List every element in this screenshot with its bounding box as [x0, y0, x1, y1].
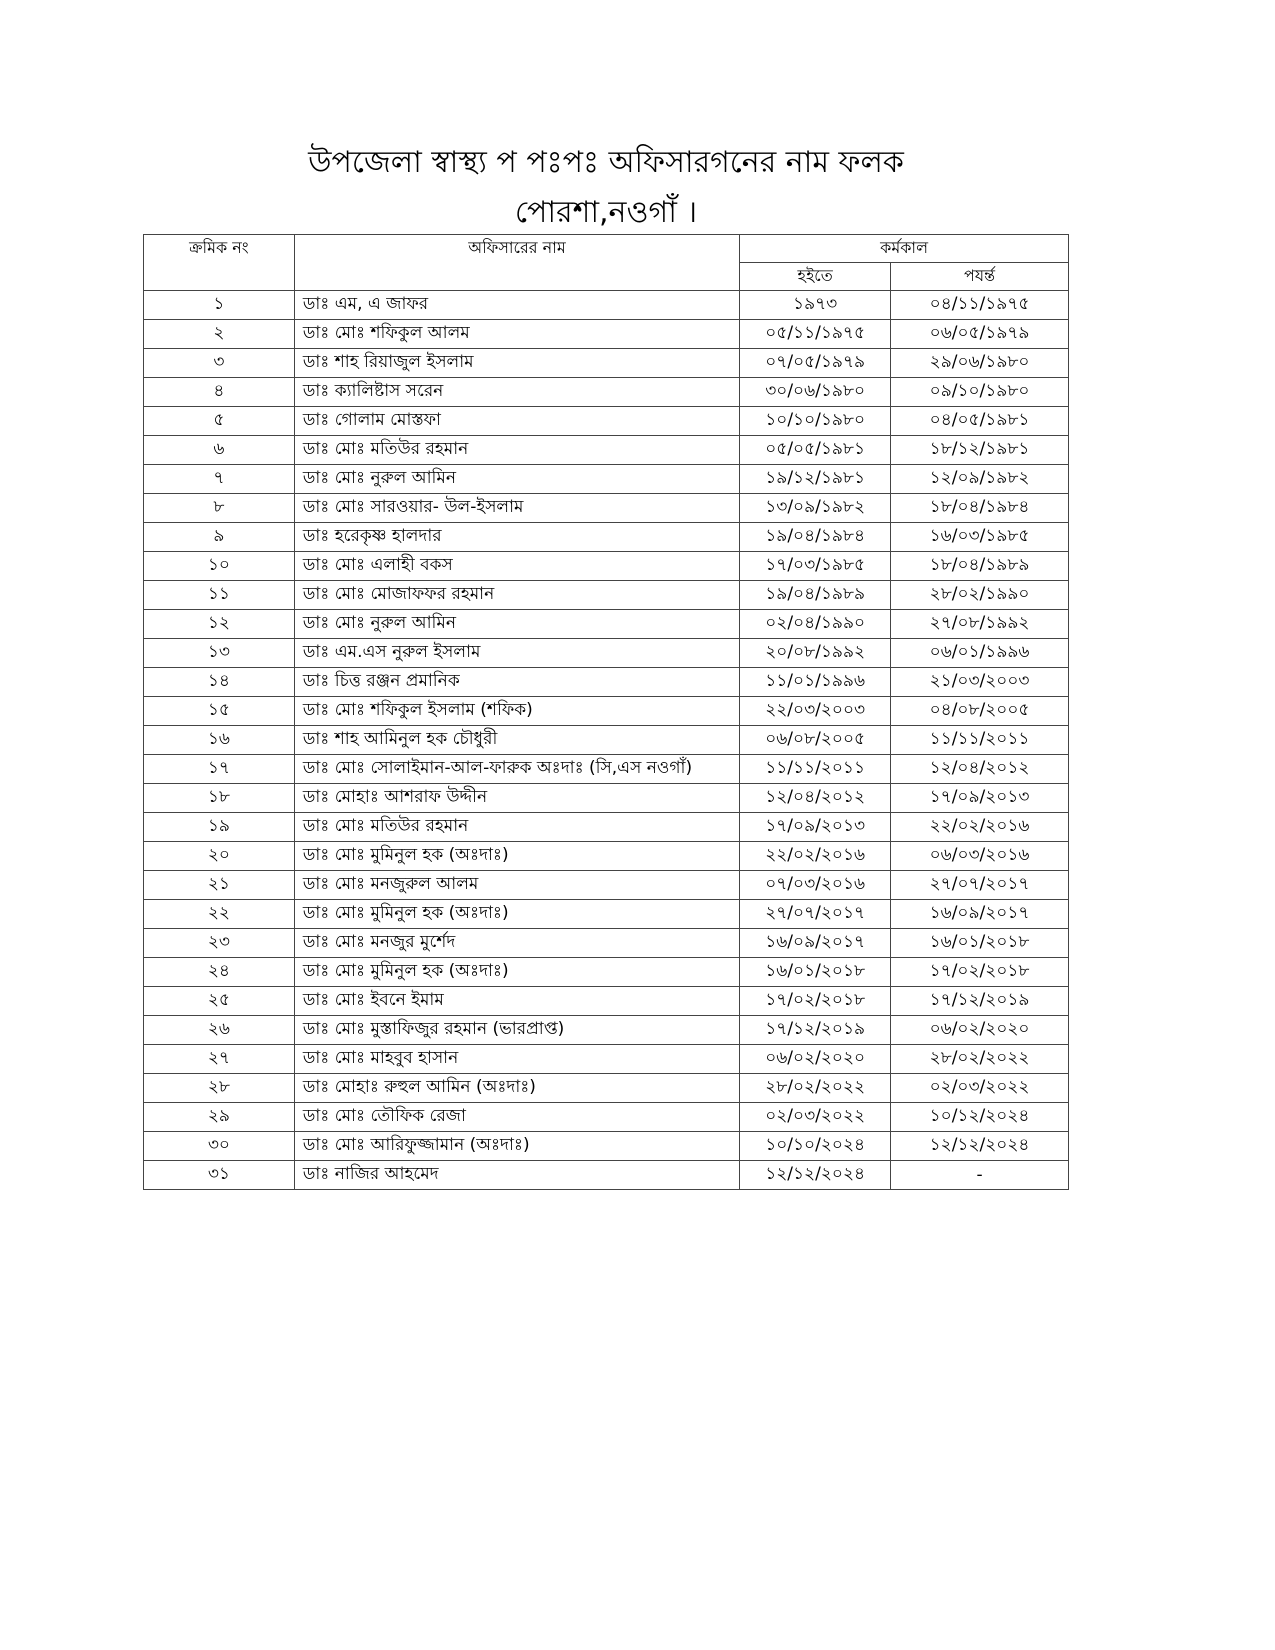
- officer-name-cell: ডাঃ মোঃ সোলাইমান-আল-ফারুক অঃদাঃ (সি,এস নওগাঁ): [294, 755, 739, 784]
- officer-name-cell: ডাঃ মোঃ মুস্তাফিজুর রহমান (ভারপ্রাপ্ত): [294, 1016, 739, 1045]
- serial-cell: ৪: [144, 378, 295, 407]
- serial-cell: ২৩: [144, 929, 295, 958]
- table-row: [144, 929, 1069, 958]
- to-date-cell: ০২/০৩/২০২২: [891, 1074, 1069, 1103]
- officer-name-cell: ডাঃ মোঃ মুমিনুল হক (অঃদাঃ): [294, 842, 739, 871]
- serial-cell: ৩: [144, 349, 295, 378]
- table-row: [144, 1016, 1069, 1045]
- table-row: [144, 1074, 1069, 1103]
- officer-name-cell: ডাঃ এম, এ জাফর: [294, 291, 739, 320]
- serial-cell: ২৪: [144, 958, 295, 987]
- officer-name-cell: ডাঃ মোঃ আরিফুজ্জামান (অঃদাঃ): [294, 1132, 739, 1161]
- header-name: অফিসারের নাম: [294, 235, 739, 291]
- officer-name-cell: ডাঃ মোঃ মতিউর রহমান: [294, 436, 739, 465]
- from-date-cell: ১৭/১২/২০১৯: [740, 1016, 891, 1045]
- serial-cell: ১৭: [144, 755, 295, 784]
- officer-name-cell: ডাঃ মোঃ মতিউর রহমান: [294, 813, 739, 842]
- to-date-cell: ১২/১২/২০২৪: [891, 1132, 1069, 1161]
- serial-cell: ৮: [144, 494, 295, 523]
- officer-name-cell: ডাঃ মোঃ সারওয়ার- উল-ইসলাম: [294, 494, 739, 523]
- to-date-cell: ০৬/০১/১৯৯৬: [891, 639, 1069, 668]
- from-date-cell: ২৭/০৭/২০১৭: [740, 900, 891, 929]
- officer-name-cell: ডাঃ মোঃ নুরুল আমিন: [294, 610, 739, 639]
- table-row: [144, 755, 1069, 784]
- to-date-cell: ১৭/১২/২০১৯: [891, 987, 1069, 1016]
- to-date-cell: ১৭/০৯/২০১৩: [891, 784, 1069, 813]
- from-date-cell: ১৬/০১/২০১৮: [740, 958, 891, 987]
- from-date-cell: ০৫/১১/১৯৭৫: [740, 320, 891, 349]
- from-date-cell: ০৭/০৩/২০১৬: [740, 871, 891, 900]
- table-row: [144, 581, 1069, 610]
- serial-cell: ১২: [144, 610, 295, 639]
- from-date-cell: ১২/১২/২০২৪: [740, 1161, 891, 1190]
- to-date-cell: ১৮/০৪/১৯৮৪: [891, 494, 1069, 523]
- to-date-cell: ১৮/১২/১৯৮১: [891, 436, 1069, 465]
- table-row: [144, 436, 1069, 465]
- officer-name-cell: ডাঃ মোঃ শফিকুল আলম: [294, 320, 739, 349]
- table-row: [144, 987, 1069, 1016]
- table-row: [144, 552, 1069, 581]
- table-row: [144, 494, 1069, 523]
- officer-name-cell: ডাঃ মোঃ তৌফিক রেজা: [294, 1103, 739, 1132]
- serial-cell: ২০: [144, 842, 295, 871]
- table-row: [144, 958, 1069, 987]
- to-date-cell: ২৮/০২/১৯৯০: [891, 581, 1069, 610]
- table-row: [144, 1132, 1069, 1161]
- serial-cell: ৩০: [144, 1132, 295, 1161]
- table-row: [144, 465, 1069, 494]
- table-row: [144, 1161, 1069, 1190]
- from-date-cell: ২৮/০২/২০২২: [740, 1074, 891, 1103]
- to-date-cell: ১৬/০১/২০১৮: [891, 929, 1069, 958]
- header-tenure: কর্মকাল: [740, 235, 1069, 263]
- officers-table: [143, 234, 1069, 1190]
- from-date-cell: ০৫/০৫/১৯৮১: [740, 436, 891, 465]
- to-date-cell: ১১/১১/২০১১: [891, 726, 1069, 755]
- officer-name-cell: ডাঃ ক্যালিষ্টাস সরেন: [294, 378, 739, 407]
- serial-cell: ২১: [144, 871, 295, 900]
- serial-cell: ২৭: [144, 1045, 295, 1074]
- to-date-cell: ০৯/১০/১৯৮০: [891, 378, 1069, 407]
- from-date-cell: ০৬/০৮/২০০৫: [740, 726, 891, 755]
- serial-cell: ২৬: [144, 1016, 295, 1045]
- table-row: [144, 610, 1069, 639]
- from-date-cell: ১০/১০/১৯৮০: [740, 407, 891, 436]
- officer-name-cell: ডাঃ মোঃ মোজাফফর রহমান: [294, 581, 739, 610]
- officer-name-cell: ডাঃ মোঃ মুমিনুল হক (অঃদাঃ): [294, 958, 739, 987]
- serial-cell: ২২: [144, 900, 295, 929]
- serial-cell: ১৫: [144, 697, 295, 726]
- from-date-cell: ১২/০৪/২০১২: [740, 784, 891, 813]
- document-title: উপজেলা স্বাস্থ্য প পঃপঃ অফিসারগনের নাম ফলক: [308, 145, 904, 180]
- officer-name-cell: ডাঃ হরেকৃষ্ণ হালদার: [294, 523, 739, 552]
- officer-name-cell: ডাঃ মোঃ মনজুরুল আলম: [294, 871, 739, 900]
- serial-cell: ১৩: [144, 639, 295, 668]
- from-date-cell: ১৬/০৯/২০১৭: [740, 929, 891, 958]
- serial-cell: ১৪: [144, 668, 295, 697]
- officer-name-cell: ডাঃ মোঃ শফিকুল ইসলাম (শফিক): [294, 697, 739, 726]
- from-date-cell: ০৭/০৫/১৯৭৯: [740, 349, 891, 378]
- table-row: [144, 1103, 1069, 1132]
- from-date-cell: ২২/০৩/২০০৩: [740, 697, 891, 726]
- serial-cell: ৭: [144, 465, 295, 494]
- officer-name-cell: ডাঃ মোঃ নুরুল আমিন: [294, 465, 739, 494]
- table-row: [144, 697, 1069, 726]
- serial-cell: ৫: [144, 407, 295, 436]
- from-date-cell: ১৭/০৩/১৯৮৫: [740, 552, 891, 581]
- from-date-cell: ১৯/১২/১৯৮১: [740, 465, 891, 494]
- officer-name-cell: ডাঃ শাহ রিয়াজুল ইসলাম: [294, 349, 739, 378]
- serial-cell: ১৮: [144, 784, 295, 813]
- table-row: [144, 523, 1069, 552]
- to-date-cell: ১২/০৪/২০১২: [891, 755, 1069, 784]
- officer-name-cell: ডাঃ মোহাঃ আশরাফ উদ্দীন: [294, 784, 739, 813]
- from-date-cell: ১৯/০৪/১৯৮৪: [740, 523, 891, 552]
- officer-name-cell: ডাঃ চিত্ত রঞ্জন প্রমানিক: [294, 668, 739, 697]
- table-row: [144, 407, 1069, 436]
- serial-cell: ৯: [144, 523, 295, 552]
- serial-cell: ১: [144, 291, 295, 320]
- from-date-cell: ০২/০৩/২০২২: [740, 1103, 891, 1132]
- to-date-cell: ২৮/০২/২০২২: [891, 1045, 1069, 1074]
- officer-name-cell: ডাঃ শাহ আমিনুল হক চৌধুরী: [294, 726, 739, 755]
- to-date-cell: ০৬/০৫/১৯৭৯: [891, 320, 1069, 349]
- table-row: [144, 668, 1069, 697]
- officer-name-cell: ডাঃ মোঃ মাহবুব হাসান: [294, 1045, 739, 1074]
- table-row: [144, 378, 1069, 407]
- serial-cell: ১১: [144, 581, 295, 610]
- to-date-cell: ০৪/১১/১৯৭৫: [891, 291, 1069, 320]
- header-to: পযর্ন্ত: [891, 263, 1069, 291]
- from-date-cell: ১৭/০২/২০১৮: [740, 987, 891, 1016]
- from-date-cell: ৩০/০৬/১৯৮০: [740, 378, 891, 407]
- officer-name-cell: ডাঃ নাজির আহমেদ: [294, 1161, 739, 1190]
- from-date-cell: ১১/০১/১৯৯৬: [740, 668, 891, 697]
- to-date-cell: -: [891, 1161, 1069, 1190]
- header-from: হইতে: [740, 263, 891, 291]
- to-date-cell: ০৬/০২/২০২০: [891, 1016, 1069, 1045]
- from-date-cell: ২২/০২/২০১৬: [740, 842, 891, 871]
- table-row: [144, 900, 1069, 929]
- officer-name-cell: ডাঃ মোহাঃ রুহুল আমিন (অঃদাঃ): [294, 1074, 739, 1103]
- header-serial: ক্রমিক নং: [144, 235, 295, 291]
- from-date-cell: ১০/১০/২০২৪: [740, 1132, 891, 1161]
- table-row: [144, 871, 1069, 900]
- to-date-cell: ২৭/০৮/১৯৯২: [891, 610, 1069, 639]
- table-row: [144, 639, 1069, 668]
- from-date-cell: ১৭/০৯/২০১৩: [740, 813, 891, 842]
- to-date-cell: ০৬/০৩/২০১৬: [891, 842, 1069, 871]
- officer-name-cell: ডাঃ এম.এস নুরুল ইসলাম: [294, 639, 739, 668]
- from-date-cell: ১৯/০৪/১৯৮৯: [740, 581, 891, 610]
- table-row: [144, 349, 1069, 378]
- table-row: [144, 1045, 1069, 1074]
- from-date-cell: ০২/০৪/১৯৯০: [740, 610, 891, 639]
- table-row: [144, 784, 1069, 813]
- officer-name-cell: ডাঃ মোঃ মনজুর মুর্শেদ: [294, 929, 739, 958]
- officer-name-cell: ডাঃ মোঃ মুমিনুল হক (অঃদাঃ): [294, 900, 739, 929]
- table-row: [144, 726, 1069, 755]
- officer-name-cell: ডাঃ গোলাম মোস্তফা: [294, 407, 739, 436]
- to-date-cell: ২২/০২/২০১৬: [891, 813, 1069, 842]
- officer-name-cell: ডাঃ মোঃ এলাহী বকস: [294, 552, 739, 581]
- serial-cell: ১৬: [144, 726, 295, 755]
- to-date-cell: ২৭/০৭/২০১৭: [891, 871, 1069, 900]
- to-date-cell: ১০/১২/২০২৪: [891, 1103, 1069, 1132]
- table-row: [144, 842, 1069, 871]
- to-date-cell: ০৪/০৫/১৯৮১: [891, 407, 1069, 436]
- to-date-cell: ২১/০৩/২০০৩: [891, 668, 1069, 697]
- serial-cell: ২৯: [144, 1103, 295, 1132]
- to-date-cell: ১৬/০৯/২০১৭: [891, 900, 1069, 929]
- from-date-cell: ১১/১১/২০১১: [740, 755, 891, 784]
- from-date-cell: ১৯৭৩: [740, 291, 891, 320]
- serial-cell: ২৫: [144, 987, 295, 1016]
- serial-cell: ৬: [144, 436, 295, 465]
- serial-cell: ৩১: [144, 1161, 295, 1190]
- document-subtitle: পোরশা,নওগাঁ ।: [514, 195, 698, 230]
- serial-cell: ২৮: [144, 1074, 295, 1103]
- serial-cell: ১০: [144, 552, 295, 581]
- table-row: [144, 320, 1069, 349]
- to-date-cell: ১২/০৯/১৯৮২: [891, 465, 1069, 494]
- to-date-cell: ১৬/০৩/১৯৮৫: [891, 523, 1069, 552]
- table-row: [144, 813, 1069, 842]
- to-date-cell: ১৭/০২/২০১৮: [891, 958, 1069, 987]
- officer-name-cell: ডাঃ মোঃ ইবনে ইমাম: [294, 987, 739, 1016]
- serial-cell: ১৯: [144, 813, 295, 842]
- table-row: [144, 291, 1069, 320]
- serial-cell: ২: [144, 320, 295, 349]
- from-date-cell: ০৬/০২/২০২০: [740, 1045, 891, 1074]
- to-date-cell: ২৯/০৬/১৯৮০: [891, 349, 1069, 378]
- to-date-cell: ০৪/০৮/২০০৫: [891, 697, 1069, 726]
- from-date-cell: ১৩/০৯/১৯৮২: [740, 494, 891, 523]
- from-date-cell: ২০/০৮/১৯৯২: [740, 639, 891, 668]
- to-date-cell: ১৮/০৪/১৯৮৯: [891, 552, 1069, 581]
